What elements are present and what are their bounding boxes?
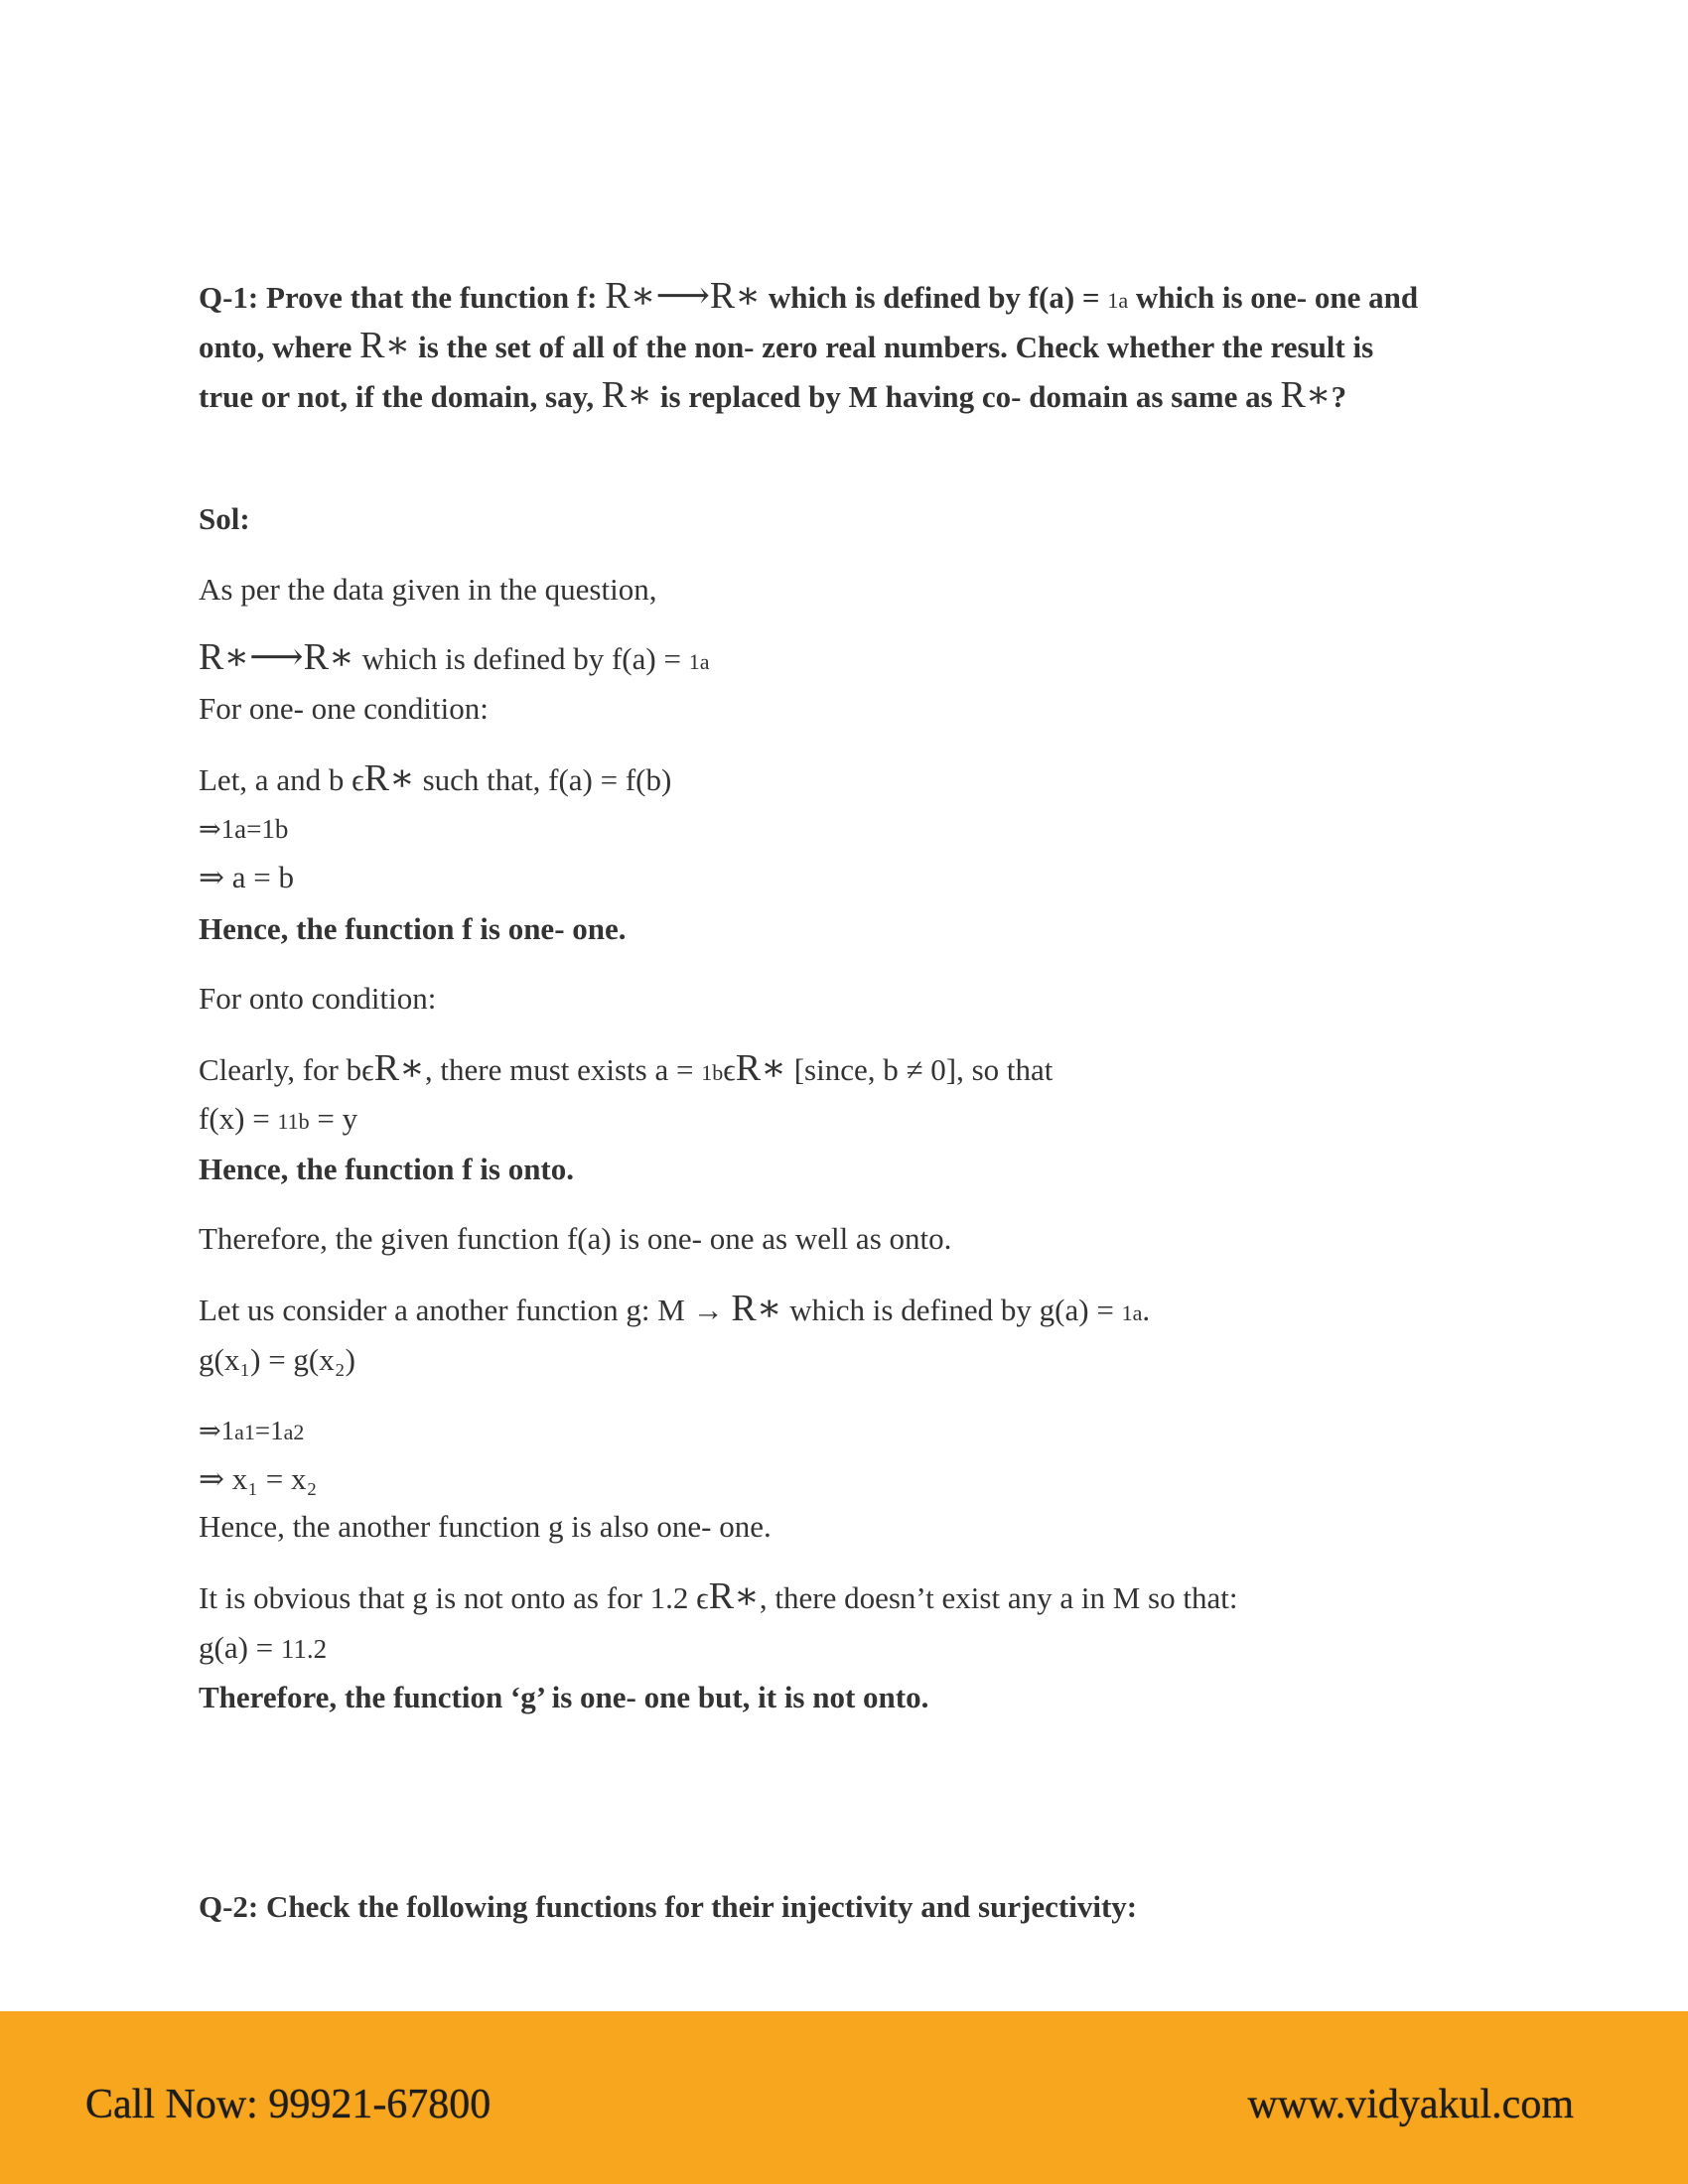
- sol-heading: Sol:: [199, 501, 250, 536]
- footer-banner: [0, 2011, 1688, 2184]
- implication-4: ⇒ x₁ = x₂: [199, 1461, 318, 1496]
- onto-conclusion: Hence, the function f is onto.: [199, 1152, 575, 1186]
- q1-line-1: Q-1: Prove that the function f: R∗⟶R∗ which is defined by f(a) = 1a which is one- one and: [199, 275, 1419, 317]
- q1-line-2: onto, where R∗ is the set of all of the non- zero real numbers. Check whether the result is: [199, 325, 1374, 366]
- website-link[interactable]: www.vidyakul.com: [1247, 2082, 1574, 2127]
- onto-heading: For onto condition:: [199, 981, 437, 1016]
- q1-line-3: true or not, if the domain, say, R∗ is replaced by M having co- domain as same as R∗?: [199, 374, 1347, 416]
- fx-equation: f(x) = 11b = y: [199, 1101, 358, 1136]
- let-statement: Let, a and b ϵR∗ such that, f(a) = f(b): [199, 757, 672, 799]
- ga-equation: g(a) = 11.2: [199, 1630, 328, 1665]
- call-now-text[interactable]: Call Now: 99921-67800: [85, 2082, 492, 2127]
- sol-definition: R∗⟶R∗ which is defined by f(a) = 1a: [199, 636, 710, 678]
- g-definition: Let us consider a another function g: M → R∗ which is defined by g(a) = 1a.: [199, 1288, 1151, 1329]
- obvious-statement: It is obvious that g is not onto as for 1.2 ϵR∗, there doesn’t exist any a in M so that:: [199, 1575, 1238, 1617]
- sol-intro: As per the data given in the question,: [199, 572, 657, 607]
- implication-3: ⇒1a1=1a2: [199, 1416, 305, 1445]
- g-one-one-statement: Hence, the another function g is also one- one.: [199, 1509, 772, 1544]
- clearly-statement: Clearly, for bϵR∗, there must exists a = 1bϵR∗ [since, b ≠ 0], so that: [199, 1047, 1054, 1089]
- gx-equation: g(x₁) = g(x₂): [199, 1342, 355, 1377]
- implication-1: ⇒1a=1b: [199, 814, 289, 844]
- one-one-conclusion: Hence, the function f is one- one.: [199, 911, 627, 946]
- implication-2: ⇒ a = b: [199, 860, 294, 894]
- therefore-statement: Therefore, the given function f(a) is one- one as well as onto.: [199, 1221, 952, 1256]
- final-conclusion: Therefore, the function ‘g’ is one- one but, it is not onto.: [199, 1680, 929, 1714]
- one-one-heading: For one- one condition:: [199, 691, 489, 726]
- q2-heading: Q-2: Check the following functions for their injectivity and surjectivity:: [199, 1889, 1138, 1924]
